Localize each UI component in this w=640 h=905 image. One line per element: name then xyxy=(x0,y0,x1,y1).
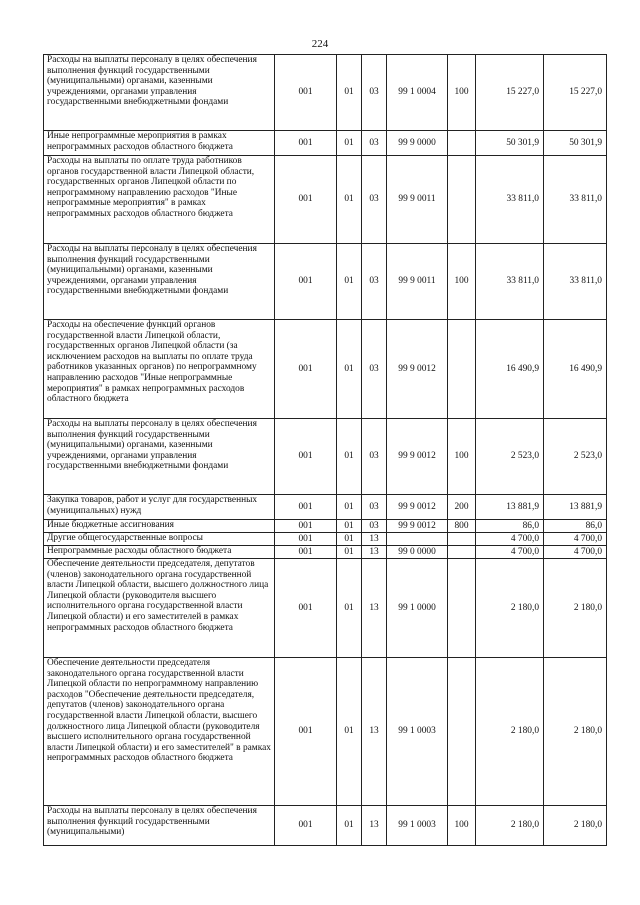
cell-subsection: 03 xyxy=(362,495,387,520)
cell-amount-2: 33 811,0 xyxy=(544,244,607,320)
cell-ministry-code: 001 xyxy=(275,55,337,131)
table-row xyxy=(44,559,607,658)
cell-section: 01 xyxy=(337,131,362,156)
cell-name: Обеспечение деятельности председателя законодательного органа государственной власти Липецкой области по непрограммному направлению расходов "Обеспечение деятельности председателя, депутатов (членов) законодательного органа государственной власти Липецкой области, высшего должностного лица Липецкой области (руководителя высшего исполнительного органа государственной власти Липецкой области) и его заместителей" в рамках непрограммных расходов областного бюджета xyxy=(44,658,275,806)
cell-name: Иные бюджетные ассигнования xyxy=(44,520,275,533)
cell-target-article: 99 9 0011 xyxy=(387,156,448,244)
table-row xyxy=(44,55,607,131)
cell-expense-type: 100 xyxy=(448,55,476,131)
cell-section: 01 xyxy=(337,495,362,520)
cell-amount-2: 4 700,0 xyxy=(544,533,607,546)
cell-name: Расходы на выплаты персоналу в целях обеспечения выполнения функций государственными (муниципальными) органами, казенными учреждениями, органами управления государственными внебюджетными фондами xyxy=(44,55,275,131)
table-row xyxy=(44,419,607,495)
cell-section: 01 xyxy=(337,806,362,846)
budget-table xyxy=(43,54,607,846)
cell-ministry-code: 001 xyxy=(275,658,337,806)
table-body xyxy=(44,55,607,846)
cell-name: Расходы на выплаты персоналу в целях обеспечения выполнения функций государственными (муниципальными) xyxy=(44,806,275,846)
cell-target-article: 99 1 0000 xyxy=(387,559,448,658)
cell-name: Иные непрограммные мероприятия в рамках непрограммных расходов областного бюджета xyxy=(44,131,275,156)
cell-ministry-code: 001 xyxy=(275,559,337,658)
cell-subsection: 03 xyxy=(362,520,387,533)
cell-expense-type: 200 xyxy=(448,495,476,520)
cell-subsection: 03 xyxy=(362,131,387,156)
cell-section: 01 xyxy=(337,419,362,495)
cell-amount-1: 15 227,0 xyxy=(476,55,544,131)
cell-ministry-code: 001 xyxy=(275,533,337,546)
cell-amount-2: 86,0 xyxy=(544,520,607,533)
cell-expense-type xyxy=(448,546,476,559)
cell-target-article: 99 9 0011 xyxy=(387,244,448,320)
cell-ministry-code: 001 xyxy=(275,156,337,244)
cell-subsection: 13 xyxy=(362,559,387,658)
cell-ministry-code: 001 xyxy=(275,806,337,846)
table-row xyxy=(44,520,607,533)
cell-amount-1: 4 700,0 xyxy=(476,546,544,559)
cell-amount-2: 4 700,0 xyxy=(544,546,607,559)
cell-amount-1: 50 301,9 xyxy=(476,131,544,156)
cell-name: Закупка товаров, работ и услуг для государственных (муниципальных) нужд xyxy=(44,495,275,520)
table-row xyxy=(44,546,607,559)
cell-ministry-code: 001 xyxy=(275,520,337,533)
cell-target-article: 99 1 0004 xyxy=(387,55,448,131)
cell-expense-type xyxy=(448,320,476,419)
cell-target-article: 99 9 0012 xyxy=(387,320,448,419)
table-row xyxy=(44,244,607,320)
cell-section: 01 xyxy=(337,520,362,533)
cell-amount-1: 2 180,0 xyxy=(476,559,544,658)
cell-subsection: 03 xyxy=(362,320,387,419)
cell-section: 01 xyxy=(337,244,362,320)
cell-name: Расходы на выплаты персоналу в целях обеспечения выполнения функций государственными (муниципальными) органами, казенными учреждениями, органами управления государственными внебюджетными фондами xyxy=(44,244,275,320)
cell-expense-type xyxy=(448,156,476,244)
cell-subsection: 13 xyxy=(362,658,387,806)
cell-name: Обеспечение деятельности председателя, депутатов (членов) законодательного органа государственной власти Липецкой области, высшего должностного лица Липецкой области (руководителя высшего исполнительного органа государственной власти Липецкой области) и его заместителей в рамках непрограммных расходов областного бюджета xyxy=(44,559,275,658)
cell-expense-type: 100 xyxy=(448,419,476,495)
cell-amount-2: 33 811,0 xyxy=(544,156,607,244)
cell-amount-1: 2 523,0 xyxy=(476,419,544,495)
cell-expense-type xyxy=(448,533,476,546)
cell-target-article: 99 9 0000 xyxy=(387,131,448,156)
cell-target-article xyxy=(387,533,448,546)
cell-expense-type: 100 xyxy=(448,806,476,846)
cell-amount-1: 4 700,0 xyxy=(476,533,544,546)
cell-target-article: 99 0 0000 xyxy=(387,546,448,559)
cell-target-article: 99 9 0012 xyxy=(387,520,448,533)
cell-ministry-code: 001 xyxy=(275,495,337,520)
cell-name: Непрограммные расходы областного бюджета xyxy=(44,546,275,559)
cell-section: 01 xyxy=(337,546,362,559)
cell-amount-1: 33 811,0 xyxy=(476,244,544,320)
cell-amount-2: 16 490,9 xyxy=(544,320,607,419)
cell-amount-1: 16 490,9 xyxy=(476,320,544,419)
cell-subsection: 03 xyxy=(362,244,387,320)
cell-ministry-code: 001 xyxy=(275,419,337,495)
cell-amount-2: 13 881,9 xyxy=(544,495,607,520)
cell-amount-2: 50 301,9 xyxy=(544,131,607,156)
cell-ministry-code: 001 xyxy=(275,320,337,419)
cell-ministry-code: 001 xyxy=(275,546,337,559)
cell-target-article: 99 9 0012 xyxy=(387,419,448,495)
cell-subsection: 13 xyxy=(362,546,387,559)
cell-subsection: 03 xyxy=(362,156,387,244)
cell-expense-type xyxy=(448,131,476,156)
cell-amount-2: 2 180,0 xyxy=(544,658,607,806)
cell-subsection: 03 xyxy=(362,419,387,495)
cell-amount-1: 86,0 xyxy=(476,520,544,533)
cell-section: 01 xyxy=(337,55,362,131)
cell-subsection: 03 xyxy=(362,55,387,131)
cell-section: 01 xyxy=(337,320,362,419)
cell-name: Расходы на обеспечение функций органов государственной власти Липецкой области, государственных органов Липецкой области (за исключением расходов на выплаты по оплате труда работников указанных органов) по непрограммному направлению расходов "Иные непрограммные мероприятия" в рамках непрограммных расходов областного бюджета xyxy=(44,320,275,419)
cell-target-article: 99 1 0003 xyxy=(387,806,448,846)
table-row xyxy=(44,806,607,846)
table-row xyxy=(44,131,607,156)
cell-name: Расходы на выплаты персоналу в целях обеспечения выполнения функций государственными (муниципальными) органами, казенными учреждениями, органами управления государственными внебюджетными фондами xyxy=(44,419,275,495)
cell-section: 01 xyxy=(337,658,362,806)
cell-expense-type xyxy=(448,658,476,806)
cell-amount-2: 2 523,0 xyxy=(544,419,607,495)
cell-ministry-code: 001 xyxy=(275,244,337,320)
cell-target-article: 99 1 0003 xyxy=(387,658,448,806)
table-row xyxy=(44,495,607,520)
cell-section: 01 xyxy=(337,156,362,244)
cell-amount-2: 15 227,0 xyxy=(544,55,607,131)
cell-name: Другие общегосударственные вопросы xyxy=(44,533,275,546)
cell-amount-1: 2 180,0 xyxy=(476,806,544,846)
table-row xyxy=(44,658,607,806)
page-number: 224 xyxy=(311,38,329,50)
table-row xyxy=(44,320,607,419)
cell-expense-type xyxy=(448,559,476,658)
cell-name: Расходы на выплаты по оплате труда работников органов государственной власти Липецкой области, государственных органов Липецкой области по непрограммному направлению расходов "Иные непрограммные мероприятия" в рамках непрограммных расходов областного бюджета xyxy=(44,156,275,244)
cell-expense-type: 100 xyxy=(448,244,476,320)
cell-amount-1: 13 881,9 xyxy=(476,495,544,520)
cell-section: 01 xyxy=(337,559,362,658)
cell-amount-1: 33 811,0 xyxy=(476,156,544,244)
table-row xyxy=(44,533,607,546)
cell-subsection: 13 xyxy=(362,533,387,546)
cell-amount-1: 2 180,0 xyxy=(476,658,544,806)
cell-section: 01 xyxy=(337,533,362,546)
cell-amount-2: 2 180,0 xyxy=(544,806,607,846)
cell-ministry-code: 001 xyxy=(275,131,337,156)
cell-subsection: 13 xyxy=(362,806,387,846)
table-row xyxy=(44,156,607,244)
cell-target-article: 99 9 0012 xyxy=(387,495,448,520)
cell-amount-2: 2 180,0 xyxy=(544,559,607,658)
cell-expense-type: 800 xyxy=(448,520,476,533)
